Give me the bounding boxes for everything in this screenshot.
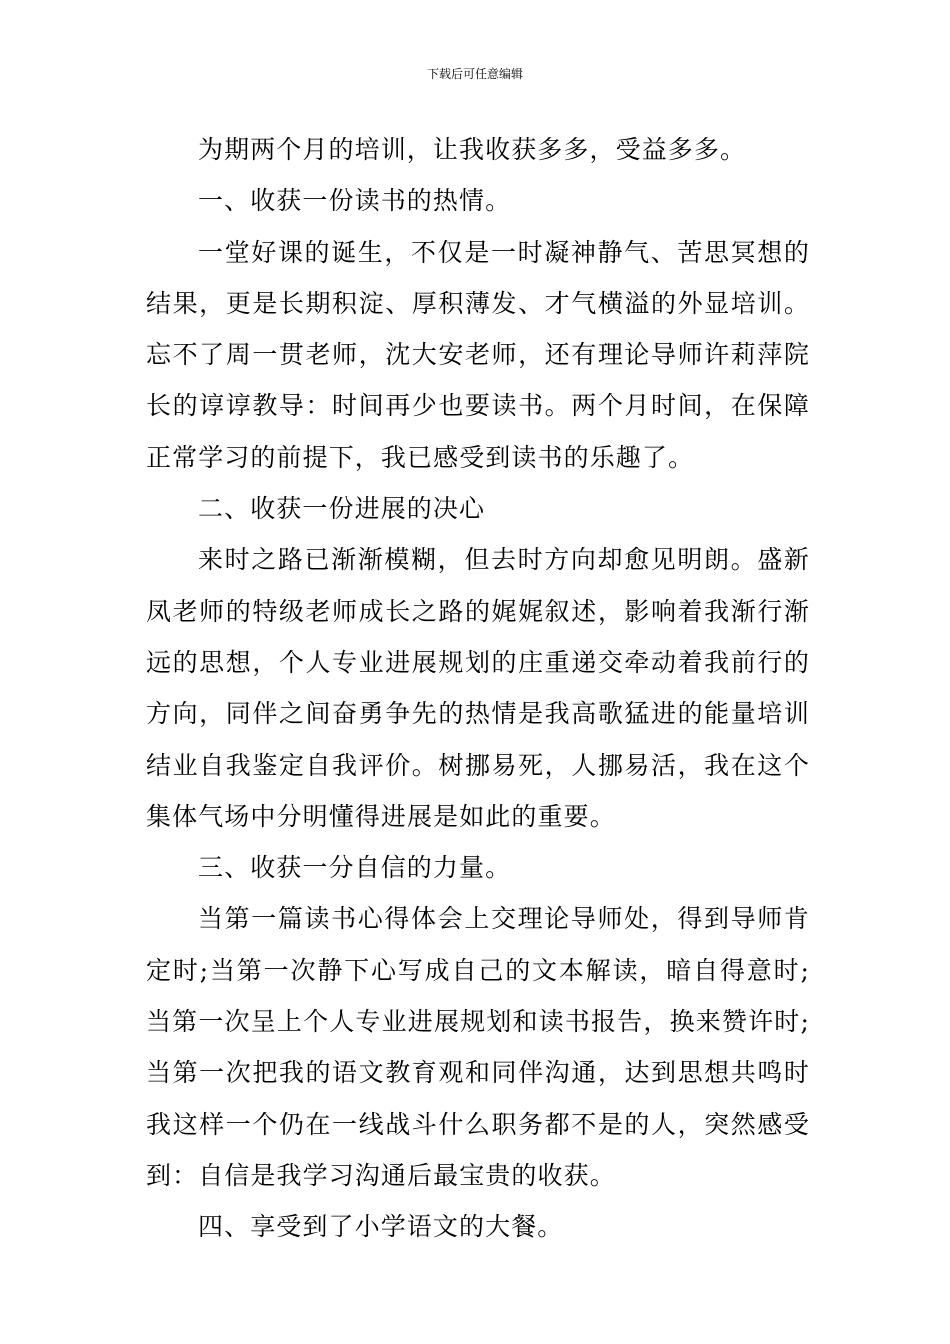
section-heading-3: 三、收获一分自信的力量。 xyxy=(198,853,512,883)
section-paragraph-3: 当第一篇读书心得体会上交理论导师处，得到导师肯定时;当第一次静下心写成自己的文本解读，暗自得意时;当第一次呈上个人专业进展规划和读书报告，换来赞许时;当第一次把我的语文教育观和同伴沟通，达到思想共鸣时我这样一个仍在一线战斗什么职务都不是的人，突然感受到：自信是我学习沟通后最宝贵的收获。 xyxy=(146,904,810,1190)
section-paragraph-2: 来时之路已渐渐模糊，但去时方向却愈见明朗。盛新凤老师的特级老师成长之路的娓娓叙述，影响着我渐行渐远的思想，个人专业进展规划的庄重递交牵动着我前行的方向，同伴之间奋勇争先的热情是我高歌猛进的能量培训结业自我鉴定自我评价。树挪易死，人挪易活，我在这个集体气场中分明懂得进展是如此的重要。 xyxy=(146,545,810,831)
page-header: 下载后可任意编辑 xyxy=(426,67,523,81)
section-heading-2: 二、收获一份进展的决心 xyxy=(198,494,486,524)
document-body xyxy=(146,124,810,1253)
intro-paragraph: 为期两个月的培训，让我收获多多，受益多多。 xyxy=(198,135,747,164)
section-paragraph-1: 一堂好课的诞生，不仅是一时凝神静气、苦思冥想的结果，更是长期积淀、厚积薄发、才气横溢的外显培训。忘不了周一贯老师，沈大安老师，还有理论导师许莉萍院长的谆谆教导：时间再少也要读书。两个月时间，在保障正常学习的前提下，我已感受到读书的乐趣了。 xyxy=(146,237,810,472)
section-heading-4: 四、享受到了小学语文的大餐。 xyxy=(198,1212,564,1242)
section-heading-1: 一、收获一份读书的热情。 xyxy=(198,186,512,216)
